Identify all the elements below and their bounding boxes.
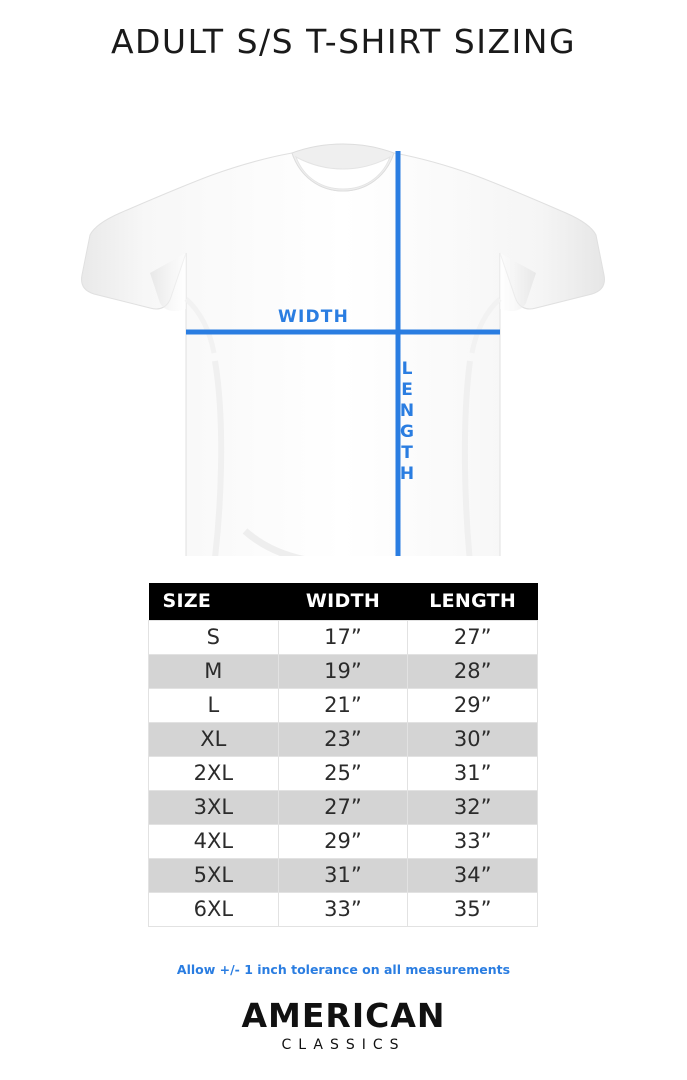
cell-width: 33”	[278, 893, 408, 927]
column-header-width: WIDTH	[278, 583, 408, 621]
size-table	[148, 583, 538, 927]
cell-size: XL	[149, 723, 279, 757]
page-title: ADULT S/S T-SHIRT SIZING	[110, 22, 577, 61]
length-label: LENGTH	[397, 359, 417, 485]
cell-width: 31”	[278, 859, 408, 893]
cell-length: 27”	[408, 621, 538, 655]
cell-size: M	[149, 655, 279, 689]
size-table-container	[148, 583, 538, 927]
cell-length: 34”	[408, 859, 538, 893]
table-row	[149, 723, 538, 757]
table-row	[149, 791, 538, 825]
table-row	[149, 621, 538, 655]
cell-width: 17”	[278, 621, 408, 655]
cell-length: 35”	[408, 893, 538, 927]
table-row	[149, 655, 538, 689]
cell-width: 21”	[278, 689, 408, 723]
cell-length: 29”	[408, 689, 538, 723]
cell-size: 2XL	[149, 757, 279, 791]
table-row	[149, 757, 538, 791]
cell-length: 30”	[408, 723, 538, 757]
cell-width: 27”	[278, 791, 408, 825]
size-table-head	[149, 583, 538, 621]
cell-size: 5XL	[149, 859, 279, 893]
column-header-length: LENGTH	[408, 583, 538, 621]
cell-width: 19”	[278, 655, 408, 689]
table-row	[149, 893, 538, 927]
brand-name-primary: AMERICAN	[241, 996, 446, 1035]
cell-size: 4XL	[149, 825, 279, 859]
cell-length: 28”	[408, 655, 538, 689]
brand-logo	[0, 996, 687, 1053]
table-row	[149, 689, 538, 723]
tshirt-diagram	[0, 61, 687, 556]
cell-width: 25”	[278, 757, 408, 791]
cell-width: 29”	[278, 825, 408, 859]
cell-size: S	[149, 621, 279, 655]
cell-size: L	[149, 689, 279, 723]
tolerance-note: Allow +/- 1 inch tolerance on all measurements	[176, 962, 511, 977]
cell-length: 32”	[408, 791, 538, 825]
cell-size: 6XL	[149, 893, 279, 927]
cell-width: 23”	[278, 723, 408, 757]
width-label: WIDTH	[278, 307, 350, 327]
cell-length: 31”	[408, 757, 538, 791]
brand-name-secondary: CLASSICS	[281, 1037, 406, 1053]
table-header-row	[149, 583, 538, 621]
size-table-body	[149, 621, 538, 927]
table-row	[149, 859, 538, 893]
cell-size: 3XL	[149, 791, 279, 825]
column-header-size: SIZE	[149, 583, 279, 621]
table-row	[149, 825, 538, 859]
cell-length: 33”	[408, 825, 538, 859]
